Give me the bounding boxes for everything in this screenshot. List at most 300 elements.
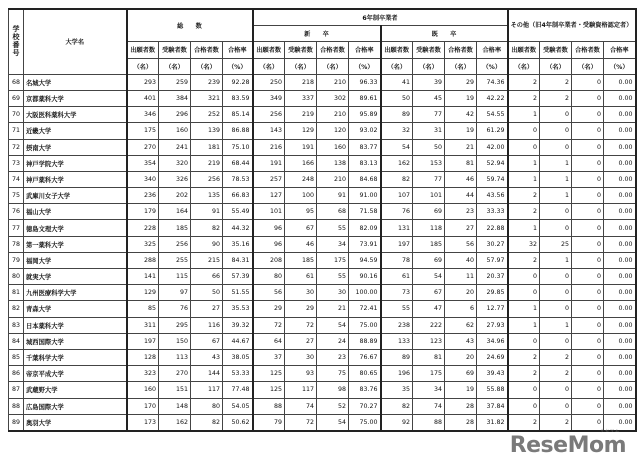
value-cell: 73: [381, 285, 413, 301]
value-cell: 0.00: [604, 269, 636, 285]
value-cell: 2: [508, 252, 540, 268]
value-cell: 0: [572, 123, 604, 139]
value-cell: 37: [253, 349, 285, 365]
value-cell: 160: [317, 139, 349, 155]
table-row: [9, 252, 636, 268]
column-unit: （名）: [191, 58, 223, 74]
value-cell: 69: [413, 204, 445, 220]
value-cell: 117: [191, 382, 223, 398]
value-cell: 0.00: [604, 90, 636, 106]
value-cell: 0: [540, 107, 572, 123]
value-cell: 0: [508, 382, 540, 398]
value-cell: 74: [413, 398, 445, 414]
value-cell: 0: [540, 220, 572, 236]
value-cell: 0: [508, 285, 540, 301]
value-cell: 0: [508, 333, 540, 349]
value-cell: 92: [381, 414, 413, 431]
value-cell: 210: [317, 74, 349, 90]
value-cell: 1: [540, 171, 572, 187]
value-cell: 0: [572, 74, 604, 90]
school-number: 73: [9, 155, 24, 171]
value-cell: 185: [413, 236, 445, 252]
value-cell: 337: [285, 90, 317, 106]
value-cell: 29: [445, 74, 477, 90]
value-cell: 0.00: [604, 398, 636, 414]
value-cell: 52.94: [477, 155, 508, 171]
value-cell: 270: [127, 139, 159, 155]
value-cell: 68: [317, 204, 349, 220]
school-number: 84: [9, 333, 24, 349]
column-unit: （名）: [572, 58, 604, 74]
value-cell: 82: [191, 414, 223, 431]
value-cell: 175: [413, 366, 445, 382]
value-cell: 27: [445, 220, 477, 236]
column-unit: （名）: [127, 58, 159, 74]
value-cell: 96: [253, 220, 285, 236]
value-cell: 202: [159, 188, 191, 204]
value-cell: 88: [253, 398, 285, 414]
value-cell: 0: [508, 139, 540, 155]
value-cell: 0.00: [604, 349, 636, 365]
value-cell: 197: [127, 333, 159, 349]
table-row: [9, 220, 636, 236]
table-row: [9, 204, 636, 220]
value-cell: 19: [445, 90, 477, 106]
value-cell: 50: [381, 90, 413, 106]
column-unit: （名）: [508, 58, 540, 74]
value-cell: 323: [127, 366, 159, 382]
value-cell: 12.77: [477, 301, 508, 317]
value-cell: 133: [381, 333, 413, 349]
value-cell: 191: [253, 155, 285, 171]
value-cell: 288: [127, 252, 159, 268]
column-header: 出願者数: [508, 42, 540, 58]
value-cell: 0.00: [604, 252, 636, 268]
school-number: 80: [9, 269, 24, 285]
value-cell: 141: [127, 269, 159, 285]
value-cell: 30: [285, 349, 317, 365]
value-cell: 0: [540, 204, 572, 220]
header-new-grad: 新 卒: [253, 26, 381, 42]
value-cell: 302: [317, 90, 349, 106]
value-cell: 28: [445, 414, 477, 431]
value-cell: 85: [127, 301, 159, 317]
value-cell: 0: [572, 398, 604, 414]
value-cell: 2: [508, 414, 540, 431]
value-cell: 128: [127, 349, 159, 365]
value-cell: 160: [159, 123, 191, 139]
value-cell: 125: [253, 366, 285, 382]
value-cell: 1: [508, 171, 540, 187]
value-cell: 54: [317, 414, 349, 431]
value-cell: 0: [508, 269, 540, 285]
value-cell: 43.56: [477, 188, 508, 204]
column-unit: （名）: [317, 58, 349, 74]
university-name: 第一薬科大学: [24, 236, 127, 252]
value-cell: 56: [253, 285, 285, 301]
value-cell: 100.00: [349, 285, 381, 301]
value-cell: 320: [159, 155, 191, 171]
column-unit: （名）: [381, 58, 413, 74]
value-cell: 0.00: [604, 155, 636, 171]
value-cell: 41: [381, 74, 413, 90]
value-cell: 6: [445, 301, 477, 317]
column-unit: （名）: [540, 58, 572, 74]
value-cell: 295: [159, 317, 191, 333]
value-cell: 0: [572, 171, 604, 187]
value-cell: 2: [508, 90, 540, 106]
value-cell: 83.77: [349, 139, 381, 155]
value-cell: 0: [572, 382, 604, 398]
value-cell: 35.16: [223, 236, 253, 252]
university-name: 就実大学: [24, 269, 127, 285]
value-cell: 69: [413, 252, 445, 268]
university-name: 近畿大学: [24, 123, 127, 139]
value-cell: 153: [413, 155, 445, 171]
column-unit: （名）: [253, 58, 285, 74]
value-cell: 29: [253, 301, 285, 317]
university-name: 神戸学院大学: [24, 155, 127, 171]
value-cell: 164: [159, 204, 191, 220]
value-cell: 0: [572, 107, 604, 123]
value-cell: 30: [317, 285, 349, 301]
value-cell: 20: [445, 285, 477, 301]
header-school-no: 学校番号: [9, 9, 24, 74]
value-cell: 150: [159, 333, 191, 349]
university-name: 名城大学: [24, 74, 127, 90]
value-cell: 96: [253, 236, 285, 252]
value-cell: 93: [285, 366, 317, 382]
value-cell: 76: [159, 301, 191, 317]
value-cell: 61: [285, 269, 317, 285]
university-name: 奥羽大学: [24, 414, 127, 431]
value-cell: 33.33: [477, 204, 508, 220]
value-cell: 191: [285, 139, 317, 155]
value-cell: 66.83: [223, 188, 253, 204]
value-cell: 21: [445, 139, 477, 155]
value-cell: 325: [127, 236, 159, 252]
column-unit: （名）: [159, 58, 191, 74]
value-cell: 39.43: [477, 366, 508, 382]
value-cell: 83.13: [349, 155, 381, 171]
value-cell: 346: [127, 107, 159, 123]
value-cell: 1: [540, 188, 572, 204]
value-cell: 84.31: [223, 252, 253, 268]
value-cell: 50.62: [223, 414, 253, 431]
value-cell: 72.41: [349, 301, 381, 317]
value-cell: 1: [508, 155, 540, 171]
value-cell: 54: [381, 139, 413, 155]
value-cell: 55.49: [223, 204, 253, 220]
value-cell: 250: [253, 74, 285, 90]
value-cell: 78.53: [223, 171, 253, 187]
value-cell: 54.05: [223, 398, 253, 414]
value-cell: 32: [381, 123, 413, 139]
value-cell: 86.88: [223, 123, 253, 139]
value-cell: 91: [317, 188, 349, 204]
value-cell: 27: [285, 333, 317, 349]
value-cell: 74: [285, 398, 317, 414]
value-cell: 84.68: [349, 171, 381, 187]
value-cell: 196: [381, 366, 413, 382]
table-row: [9, 123, 636, 139]
value-cell: 216: [253, 139, 285, 155]
column-header: 受験者数: [285, 42, 317, 58]
value-cell: 72: [285, 317, 317, 333]
value-cell: 185: [159, 220, 191, 236]
value-cell: 0: [508, 398, 540, 414]
value-cell: 0.00: [604, 285, 636, 301]
value-cell: 92.28: [223, 74, 253, 90]
column-unit: （%）: [349, 58, 381, 74]
value-cell: 0: [572, 301, 604, 317]
value-cell: 173: [127, 414, 159, 431]
value-cell: 54: [413, 269, 445, 285]
value-cell: 129: [127, 285, 159, 301]
logo-text: ReseMom: [509, 433, 626, 458]
value-cell: 256: [253, 107, 285, 123]
value-cell: 74.36: [477, 74, 508, 90]
value-cell: 61: [381, 269, 413, 285]
value-cell: 39: [413, 74, 445, 90]
column-header: 受験者数: [413, 42, 445, 58]
value-cell: 0.00: [604, 204, 636, 220]
table-row: [9, 74, 636, 90]
value-cell: 35.53: [223, 301, 253, 317]
value-cell: 0: [572, 269, 604, 285]
value-cell: 55: [381, 301, 413, 317]
value-cell: 120: [317, 123, 349, 139]
column-unit: （名）: [285, 58, 317, 74]
header-prev-grad: 既 卒: [381, 26, 508, 42]
value-cell: 0: [508, 123, 540, 139]
value-cell: 0: [540, 301, 572, 317]
value-cell: 236: [127, 188, 159, 204]
value-cell: 53.33: [223, 366, 253, 382]
value-cell: 354: [127, 155, 159, 171]
value-cell: 75: [317, 366, 349, 382]
value-cell: 98: [317, 382, 349, 398]
value-cell: 25: [540, 236, 572, 252]
value-cell: 34.96: [477, 333, 508, 349]
school-number: 81: [9, 285, 24, 301]
value-cell: 116: [191, 317, 223, 333]
value-cell: 160: [127, 382, 159, 398]
value-cell: 91: [191, 204, 223, 220]
value-cell: 89.61: [349, 90, 381, 106]
value-cell: 42.00: [477, 139, 508, 155]
value-cell: 0.00: [604, 414, 636, 431]
value-cell: 219: [191, 155, 223, 171]
value-cell: 151: [159, 382, 191, 398]
value-cell: 2: [540, 90, 572, 106]
header-six-year: 6年制卒業者: [253, 9, 508, 26]
value-cell: 248: [285, 171, 317, 187]
table-row: [9, 382, 636, 398]
value-cell: 197: [381, 236, 413, 252]
value-cell: 0.00: [604, 317, 636, 333]
value-cell: 31.82: [477, 414, 508, 431]
value-cell: 19: [445, 382, 477, 398]
school-number: 69: [9, 90, 24, 106]
school-number: 74: [9, 171, 24, 187]
value-cell: 29: [285, 301, 317, 317]
table-row: [9, 236, 636, 252]
value-cell: 27: [191, 301, 223, 317]
value-cell: 34: [413, 382, 445, 398]
table-row: [9, 155, 636, 171]
pass-rate-table: [8, 8, 637, 432]
value-cell: 81: [445, 155, 477, 171]
university-name: 城西国際大学: [24, 333, 127, 349]
value-cell: 56: [445, 236, 477, 252]
value-cell: 50: [413, 139, 445, 155]
header-university: 大学名: [24, 9, 127, 74]
value-cell: 0: [572, 220, 604, 236]
table-row: [9, 269, 636, 285]
value-cell: 43: [445, 333, 477, 349]
table-row: [9, 285, 636, 301]
value-cell: 0.00: [604, 366, 636, 382]
value-cell: 24: [317, 333, 349, 349]
value-cell: 1: [508, 107, 540, 123]
value-cell: 0.00: [604, 139, 636, 155]
school-number: 72: [9, 139, 24, 155]
value-cell: 90.16: [349, 269, 381, 285]
value-cell: 80: [191, 398, 223, 414]
value-cell: 0: [572, 349, 604, 365]
column-header: 受験者数: [540, 42, 572, 58]
value-cell: 59.74: [477, 171, 508, 187]
table-row: [9, 398, 636, 414]
value-cell: 210: [317, 107, 349, 123]
value-cell: 255: [159, 252, 191, 268]
value-cell: 384: [159, 90, 191, 106]
value-cell: 31: [413, 123, 445, 139]
value-cell: 85.14: [223, 107, 253, 123]
table-row: [9, 333, 636, 349]
value-cell: 117: [285, 382, 317, 398]
value-cell: 252: [191, 107, 223, 123]
value-cell: 326: [159, 171, 191, 187]
value-cell: 2: [540, 74, 572, 90]
value-cell: 0: [572, 366, 604, 382]
value-cell: 46: [445, 171, 477, 187]
value-cell: 57.39: [223, 269, 253, 285]
value-cell: 83.76: [349, 382, 381, 398]
value-cell: 166: [285, 155, 317, 171]
value-cell: 259: [159, 74, 191, 90]
value-cell: 185: [285, 252, 317, 268]
column-header: 合格者数: [191, 42, 223, 58]
value-cell: 77: [413, 171, 445, 187]
value-cell: 66: [191, 269, 223, 285]
value-cell: 0: [540, 382, 572, 398]
university-name: 日本薬科大学: [24, 317, 127, 333]
value-cell: 64: [253, 333, 285, 349]
value-cell: 0: [572, 317, 604, 333]
value-cell: 1: [540, 317, 572, 333]
value-cell: 270: [159, 366, 191, 382]
value-cell: 91.00: [349, 188, 381, 204]
value-cell: 0: [540, 333, 572, 349]
value-cell: 76.67: [349, 349, 381, 365]
column-header: 合格率: [349, 42, 381, 58]
value-cell: 0: [572, 285, 604, 301]
value-cell: 73.91: [349, 236, 381, 252]
column-header: 合格率: [477, 42, 508, 58]
school-number: 77: [9, 220, 24, 236]
value-cell: 82: [381, 398, 413, 414]
value-cell: 40: [445, 252, 477, 268]
value-cell: 80: [253, 269, 285, 285]
value-cell: 210: [317, 171, 349, 187]
value-cell: 0: [572, 139, 604, 155]
header-total: 総 数: [127, 9, 253, 42]
value-cell: 0.00: [604, 74, 636, 90]
value-cell: 321: [191, 90, 223, 106]
school-number: 88: [9, 398, 24, 414]
school-number: 70: [9, 107, 24, 123]
value-cell: 95.89: [349, 107, 381, 123]
school-number: 83: [9, 317, 24, 333]
school-number: 71: [9, 123, 24, 139]
value-cell: 20.37: [477, 269, 508, 285]
value-cell: 256: [191, 171, 223, 187]
university-name: 京都薬科大学: [24, 90, 127, 106]
value-cell: 44: [445, 188, 477, 204]
value-cell: 2: [508, 74, 540, 90]
value-cell: 401: [127, 90, 159, 106]
value-cell: 0.00: [604, 220, 636, 236]
value-cell: 77: [413, 107, 445, 123]
value-cell: 0.00: [604, 236, 636, 252]
table-row: [9, 349, 636, 365]
value-cell: 20: [445, 349, 477, 365]
value-cell: 1: [508, 301, 540, 317]
value-cell: 82: [381, 171, 413, 187]
value-cell: 27.93: [477, 317, 508, 333]
value-cell: 0.00: [604, 171, 636, 187]
value-cell: 0: [540, 123, 572, 139]
column-unit: （名）: [445, 58, 477, 74]
table-row: [9, 301, 636, 317]
value-cell: 50: [191, 285, 223, 301]
value-cell: 257: [253, 171, 285, 187]
value-cell: 139: [191, 123, 223, 139]
value-cell: 52: [317, 398, 349, 414]
value-cell: 0: [572, 333, 604, 349]
column-header: 合格率: [604, 42, 636, 58]
value-cell: 296: [159, 107, 191, 123]
value-cell: 215: [191, 252, 223, 268]
value-cell: 67: [413, 285, 445, 301]
value-cell: 238: [381, 317, 413, 333]
value-cell: 0: [572, 188, 604, 204]
value-cell: 2: [540, 349, 572, 365]
value-cell: 89: [381, 107, 413, 123]
column-unit: （名）: [413, 58, 445, 74]
value-cell: 0: [572, 252, 604, 268]
value-cell: 96.33: [349, 74, 381, 90]
value-cell: 90: [191, 236, 223, 252]
value-cell: 72: [253, 317, 285, 333]
value-cell: 80.65: [349, 366, 381, 382]
value-cell: 77.48: [223, 382, 253, 398]
value-cell: 30.27: [477, 236, 508, 252]
value-cell: 43: [191, 349, 223, 365]
value-cell: 143: [253, 123, 285, 139]
